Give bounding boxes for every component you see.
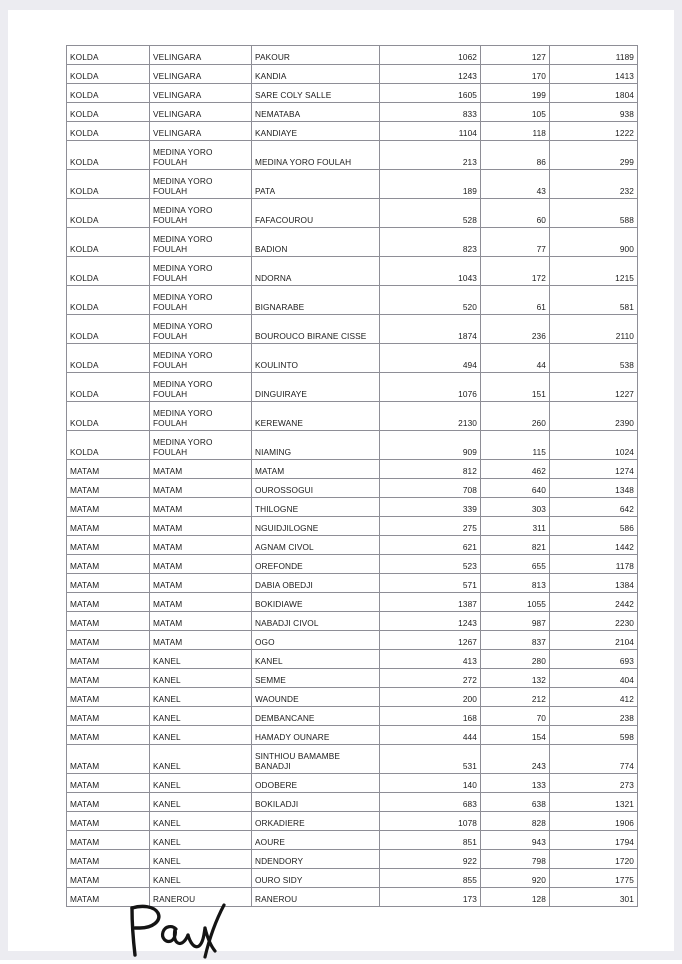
cell-commune: DINGUIRAYE <box>252 373 380 402</box>
cell-department: KANEL <box>150 745 252 774</box>
cell-commune: BOKILADJI <box>252 793 380 812</box>
cell-value-2: 199 <box>481 84 550 103</box>
cell-department: KANEL <box>150 850 252 869</box>
cell-value-3: 1189 <box>550 46 638 65</box>
cell-region: KOLDA <box>67 84 150 103</box>
cell-region: KOLDA <box>67 431 150 460</box>
cell-department: MATAM <box>150 612 252 631</box>
cell-commune: KANDIAYE <box>252 122 380 141</box>
table-row <box>67 593 638 612</box>
cell-department: MATAM <box>150 460 252 479</box>
cell-value-3: 774 <box>550 745 638 774</box>
cell-region: KOLDA <box>67 257 150 286</box>
cell-value-1: 200 <box>380 688 481 707</box>
cell-value-1: 531 <box>380 745 481 774</box>
cell-value-1: 339 <box>380 498 481 517</box>
cell-value-2: 798 <box>481 850 550 869</box>
cell-department: MEDINA YORO FOULAH <box>150 257 252 286</box>
cell-value-1: 683 <box>380 793 481 812</box>
table-row <box>67 831 638 850</box>
cell-region: MATAM <box>67 574 150 593</box>
cell-region: KOLDA <box>67 315 150 344</box>
table-row <box>67 631 638 650</box>
cell-value-3: 588 <box>550 199 638 228</box>
cell-commune: BIGNARABE <box>252 286 380 315</box>
cell-region: MATAM <box>67 517 150 536</box>
cell-region: MATAM <box>67 726 150 745</box>
cell-value-1: 922 <box>380 850 481 869</box>
cell-value-3: 938 <box>550 103 638 122</box>
cell-value-3: 538 <box>550 344 638 373</box>
cell-value-2: 132 <box>481 669 550 688</box>
table-row <box>67 122 638 141</box>
table-row <box>67 669 638 688</box>
cell-value-1: 173 <box>380 888 481 907</box>
cell-value-1: 213 <box>380 141 481 170</box>
table-row <box>67 65 638 84</box>
cell-value-2: 172 <box>481 257 550 286</box>
cell-value-2: 821 <box>481 536 550 555</box>
cell-value-3: 2390 <box>550 402 638 431</box>
cell-region: KOLDA <box>67 103 150 122</box>
cell-region: KOLDA <box>67 344 150 373</box>
cell-value-2: 828 <box>481 812 550 831</box>
table-row <box>67 498 638 517</box>
cell-value-1: 528 <box>380 199 481 228</box>
cell-value-2: 86 <box>481 141 550 170</box>
table-row <box>67 650 638 669</box>
table-row <box>67 257 638 286</box>
cell-commune: KEREWANE <box>252 402 380 431</box>
cell-value-3: 1178 <box>550 555 638 574</box>
table-row <box>67 402 638 431</box>
table-row <box>67 707 638 726</box>
cell-value-2: 115 <box>481 431 550 460</box>
cell-department: MEDINA YORO FOULAH <box>150 344 252 373</box>
cell-commune: MATAM <box>252 460 380 479</box>
cell-region: MATAM <box>67 631 150 650</box>
cell-commune: RANEROU <box>252 888 380 907</box>
cell-region: KOLDA <box>67 402 150 431</box>
cell-region: KOLDA <box>67 373 150 402</box>
table-body <box>67 46 638 907</box>
cell-department: RANEROU <box>150 888 252 907</box>
cell-commune: PAKOUR <box>252 46 380 65</box>
cell-value-3: 2104 <box>550 631 638 650</box>
cell-department: MATAM <box>150 593 252 612</box>
cell-department: MEDINA YORO FOULAH <box>150 431 252 460</box>
cell-value-3: 1794 <box>550 831 638 850</box>
cell-region: MATAM <box>67 688 150 707</box>
cell-value-1: 1062 <box>380 46 481 65</box>
cell-value-2: 236 <box>481 315 550 344</box>
cell-value-1: 1874 <box>380 315 481 344</box>
cell-commune: MEDINA YORO FOULAH <box>252 141 380 170</box>
data-table <box>66 45 638 907</box>
table-row <box>67 286 638 315</box>
cell-value-2: 920 <box>481 869 550 888</box>
cell-region: KOLDA <box>67 141 150 170</box>
table-row <box>67 199 638 228</box>
table-row <box>67 517 638 536</box>
cell-department: KANEL <box>150 688 252 707</box>
cell-commune: SEMME <box>252 669 380 688</box>
cell-region: KOLDA <box>67 286 150 315</box>
cell-value-1: 168 <box>380 707 481 726</box>
cell-region: MATAM <box>67 669 150 688</box>
cell-value-3: 273 <box>550 774 638 793</box>
cell-department: VELINGARA <box>150 103 252 122</box>
cell-commune: WAOUNDE <box>252 688 380 707</box>
cell-value-2: 151 <box>481 373 550 402</box>
cell-value-3: 900 <box>550 228 638 257</box>
cell-value-2: 127 <box>481 46 550 65</box>
cell-value-2: 837 <box>481 631 550 650</box>
cell-department: MATAM <box>150 536 252 555</box>
cell-value-1: 1387 <box>380 593 481 612</box>
cell-value-2: 105 <box>481 103 550 122</box>
cell-department: VELINGARA <box>150 84 252 103</box>
cell-value-3: 2442 <box>550 593 638 612</box>
cell-value-1: 272 <box>380 669 481 688</box>
handwritten-signature-icon <box>116 902 246 964</box>
cell-value-3: 412 <box>550 688 638 707</box>
cell-value-3: 642 <box>550 498 638 517</box>
cell-department: KANEL <box>150 707 252 726</box>
cell-department: MATAM <box>150 631 252 650</box>
cell-department: MEDINA YORO FOULAH <box>150 315 252 344</box>
table-row <box>67 688 638 707</box>
signature-block <box>116 902 246 964</box>
cell-commune: HAMADY OUNARE <box>252 726 380 745</box>
cell-region: KOLDA <box>67 228 150 257</box>
data-table-container <box>66 45 637 907</box>
cell-commune: OURO SIDY <box>252 869 380 888</box>
cell-value-2: 943 <box>481 831 550 850</box>
cell-department: MEDINA YORO FOULAH <box>150 373 252 402</box>
cell-department: VELINGARA <box>150 122 252 141</box>
cell-commune: FAFACOUROU <box>252 199 380 228</box>
cell-value-2: 640 <box>481 479 550 498</box>
cell-commune: OGO <box>252 631 380 650</box>
cell-value-1: 1267 <box>380 631 481 650</box>
cell-value-3: 1215 <box>550 257 638 286</box>
cell-value-3: 301 <box>550 888 638 907</box>
cell-value-2: 212 <box>481 688 550 707</box>
cell-value-3: 1804 <box>550 84 638 103</box>
table-row <box>67 726 638 745</box>
cell-value-2: 61 <box>481 286 550 315</box>
cell-value-1: 1076 <box>380 373 481 402</box>
cell-value-3: 1227 <box>550 373 638 402</box>
cell-department: MEDINA YORO FOULAH <box>150 199 252 228</box>
cell-region: MATAM <box>67 650 150 669</box>
cell-value-1: 2130 <box>380 402 481 431</box>
cell-value-1: 275 <box>380 517 481 536</box>
cell-value-2: 311 <box>481 517 550 536</box>
cell-region: MATAM <box>67 593 150 612</box>
cell-value-2: 118 <box>481 122 550 141</box>
cell-region: MATAM <box>67 498 150 517</box>
cell-region: MATAM <box>67 707 150 726</box>
cell-commune: NDORNA <box>252 257 380 286</box>
cell-commune: ODOBERE <box>252 774 380 793</box>
cell-value-3: 1775 <box>550 869 638 888</box>
cell-department: MEDINA YORO FOULAH <box>150 141 252 170</box>
cell-value-2: 280 <box>481 650 550 669</box>
cell-value-2: 77 <box>481 228 550 257</box>
cell-value-3: 1720 <box>550 850 638 869</box>
cell-value-2: 133 <box>481 774 550 793</box>
cell-value-2: 1055 <box>481 593 550 612</box>
cell-region: MATAM <box>67 869 150 888</box>
cell-value-1: 1243 <box>380 65 481 84</box>
cell-region: MATAM <box>67 479 150 498</box>
table-row <box>67 793 638 812</box>
cell-commune: PATA <box>252 170 380 199</box>
cell-value-2: 128 <box>481 888 550 907</box>
cell-commune: THILOGNE <box>252 498 380 517</box>
cell-department: KANEL <box>150 650 252 669</box>
cell-commune: DEMBANCANE <box>252 707 380 726</box>
table-row <box>67 536 638 555</box>
cell-value-1: 189 <box>380 170 481 199</box>
cell-commune: SARE COLY SALLE <box>252 84 380 103</box>
cell-commune: OUROSSOGUI <box>252 479 380 498</box>
cell-commune: NDENDORY <box>252 850 380 869</box>
cell-commune: NEMATABA <box>252 103 380 122</box>
cell-value-1: 494 <box>380 344 481 373</box>
table-row <box>67 170 638 199</box>
table-row <box>67 774 638 793</box>
cell-region: KOLDA <box>67 170 150 199</box>
cell-department: MATAM <box>150 555 252 574</box>
cell-value-3: 598 <box>550 726 638 745</box>
cell-department: KANEL <box>150 793 252 812</box>
cell-department: MATAM <box>150 517 252 536</box>
cell-commune: AGNAM CIVOL <box>252 536 380 555</box>
cell-region: MATAM <box>67 793 150 812</box>
cell-value-3: 1348 <box>550 479 638 498</box>
cell-value-3: 693 <box>550 650 638 669</box>
document-page <box>8 10 674 951</box>
cell-region: MATAM <box>67 460 150 479</box>
cell-commune: OREFONDE <box>252 555 380 574</box>
table-row <box>67 869 638 888</box>
cell-value-1: 621 <box>380 536 481 555</box>
table-row <box>67 479 638 498</box>
cell-value-1: 523 <box>380 555 481 574</box>
cell-region: MATAM <box>67 888 150 907</box>
cell-value-2: 44 <box>481 344 550 373</box>
cell-value-1: 140 <box>380 774 481 793</box>
cell-value-3: 1274 <box>550 460 638 479</box>
cell-value-1: 909 <box>380 431 481 460</box>
cell-department: MEDINA YORO FOULAH <box>150 286 252 315</box>
table-row <box>67 812 638 831</box>
cell-value-2: 987 <box>481 612 550 631</box>
cell-value-2: 170 <box>481 65 550 84</box>
cell-value-2: 655 <box>481 555 550 574</box>
cell-department: VELINGARA <box>150 65 252 84</box>
cell-region: MATAM <box>67 555 150 574</box>
cell-value-1: 855 <box>380 869 481 888</box>
cell-value-1: 1605 <box>380 84 481 103</box>
table-row <box>67 745 638 774</box>
cell-value-1: 1078 <box>380 812 481 831</box>
cell-department: MEDINA YORO FOULAH <box>150 402 252 431</box>
cell-value-1: 444 <box>380 726 481 745</box>
cell-value-3: 586 <box>550 517 638 536</box>
cell-department: MEDINA YORO FOULAH <box>150 170 252 199</box>
cell-region: MATAM <box>67 774 150 793</box>
table-row <box>67 84 638 103</box>
cell-value-2: 43 <box>481 170 550 199</box>
cell-value-1: 1104 <box>380 122 481 141</box>
cell-region: MATAM <box>67 612 150 631</box>
cell-commune: SINTHIOU BAMAMBE BANADJI <box>252 745 380 774</box>
cell-value-2: 813 <box>481 574 550 593</box>
cell-commune: BOKIDIAWE <box>252 593 380 612</box>
cell-department: MEDINA YORO FOULAH <box>150 228 252 257</box>
table-row <box>67 431 638 460</box>
cell-commune: DABIA OBEDJI <box>252 574 380 593</box>
table-row <box>67 373 638 402</box>
cell-commune: KANDIA <box>252 65 380 84</box>
cell-value-3: 1906 <box>550 812 638 831</box>
cell-department: MATAM <box>150 498 252 517</box>
cell-value-3: 1384 <box>550 574 638 593</box>
cell-commune: NIAMING <box>252 431 380 460</box>
cell-value-3: 581 <box>550 286 638 315</box>
table-row <box>67 460 638 479</box>
cell-region: MATAM <box>67 850 150 869</box>
cell-value-2: 260 <box>481 402 550 431</box>
cell-value-2: 462 <box>481 460 550 479</box>
cell-commune: KOULINTO <box>252 344 380 373</box>
cell-department: MATAM <box>150 574 252 593</box>
cell-region: KOLDA <box>67 65 150 84</box>
cell-department: KANEL <box>150 669 252 688</box>
cell-commune: NABADJI CIVOL <box>252 612 380 631</box>
cell-value-1: 1243 <box>380 612 481 631</box>
cell-value-1: 823 <box>380 228 481 257</box>
cell-region: MATAM <box>67 812 150 831</box>
cell-value-1: 708 <box>380 479 481 498</box>
cell-value-2: 638 <box>481 793 550 812</box>
cell-region: MATAM <box>67 536 150 555</box>
cell-department: MATAM <box>150 479 252 498</box>
cell-value-1: 833 <box>380 103 481 122</box>
cell-value-2: 154 <box>481 726 550 745</box>
cell-commune: NGUIDJILOGNE <box>252 517 380 536</box>
cell-region: KOLDA <box>67 46 150 65</box>
cell-commune: ORKADIERE <box>252 812 380 831</box>
cell-region: KOLDA <box>67 199 150 228</box>
table-row <box>67 315 638 344</box>
cell-value-3: 299 <box>550 141 638 170</box>
cell-department: VELINGARA <box>150 46 252 65</box>
cell-region: MATAM <box>67 745 150 774</box>
cell-value-1: 851 <box>380 831 481 850</box>
cell-value-3: 1321 <box>550 793 638 812</box>
cell-value-3: 2230 <box>550 612 638 631</box>
cell-value-1: 520 <box>380 286 481 315</box>
cell-value-3: 1222 <box>550 122 638 141</box>
cell-value-1: 571 <box>380 574 481 593</box>
cell-value-3: 2110 <box>550 315 638 344</box>
cell-value-3: 1442 <box>550 536 638 555</box>
cell-value-1: 1043 <box>380 257 481 286</box>
cell-commune: AOURE <box>252 831 380 850</box>
cell-department: KANEL <box>150 812 252 831</box>
table-row <box>67 141 638 170</box>
cell-region: KOLDA <box>67 122 150 141</box>
cell-commune: BOUROUCO BIRANE CISSE <box>252 315 380 344</box>
table-row <box>67 612 638 631</box>
cell-department: KANEL <box>150 869 252 888</box>
cell-region: MATAM <box>67 831 150 850</box>
cell-value-1: 812 <box>380 460 481 479</box>
cell-value-3: 404 <box>550 669 638 688</box>
table-row <box>67 344 638 373</box>
table-row <box>67 555 638 574</box>
table-row <box>67 574 638 593</box>
cell-value-2: 243 <box>481 745 550 774</box>
cell-value-3: 232 <box>550 170 638 199</box>
cell-value-2: 60 <box>481 199 550 228</box>
cell-value-2: 303 <box>481 498 550 517</box>
cell-value-2: 70 <box>481 707 550 726</box>
table-row <box>67 46 638 65</box>
cell-commune: BADION <box>252 228 380 257</box>
table-row <box>67 850 638 869</box>
cell-department: KANEL <box>150 831 252 850</box>
cell-value-3: 238 <box>550 707 638 726</box>
cell-value-1: 413 <box>380 650 481 669</box>
table-row <box>67 228 638 257</box>
cell-value-3: 1024 <box>550 431 638 460</box>
cell-department: KANEL <box>150 726 252 745</box>
table-row <box>67 103 638 122</box>
cell-commune: KANEL <box>252 650 380 669</box>
cell-value-3: 1413 <box>550 65 638 84</box>
cell-department: KANEL <box>150 774 252 793</box>
